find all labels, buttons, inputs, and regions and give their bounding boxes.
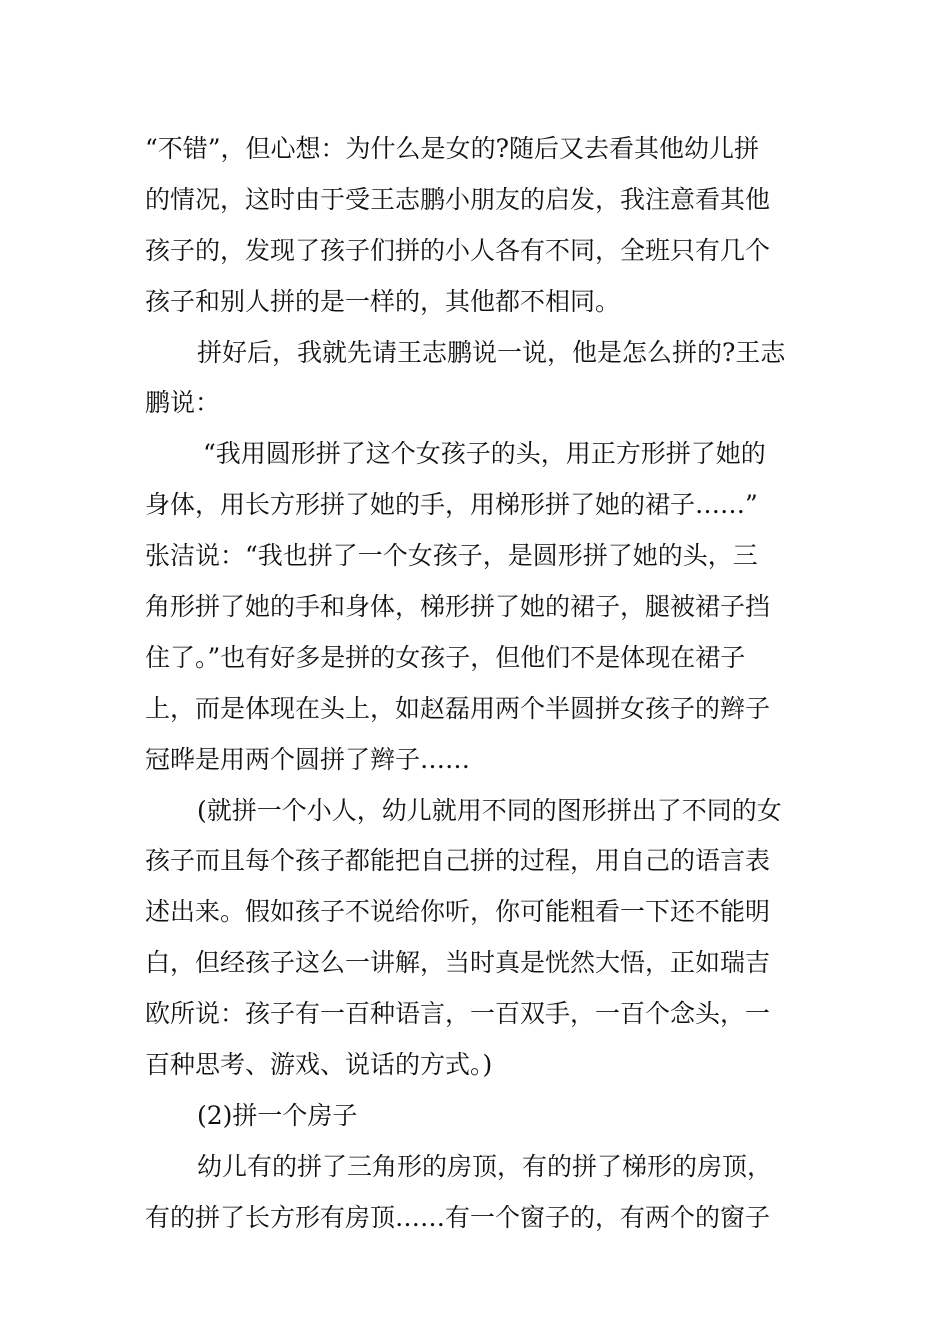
text-line: 角形拼了她的手和身体，梯形拼了她的裙子，腿被裙子挡 [145,592,771,622]
text-line: 幼儿有的拼了三角形的房顶，有的拼了梯形的房顶， [197,1151,773,1181]
text-line: 百种思考、游戏、说话的方式。) [145,1050,493,1080]
text-line: “不错”，但心想：为什么是女的?随后又去看其他幼儿拼 [145,134,759,163]
text-line: 有的拼了长方形有房顶……有一个窗子的，有两个的窗子 [145,1202,771,1232]
text-line: 张洁说：“我也拼了一个女孩子，是圆形拼了她的头，三 [145,541,758,571]
text-line: “我用圆形拼了这个女孩子的头，用正方形拼了她的 [203,439,766,469]
text-line: 孩子和别人拼的是一样的，其他都不相同。 [145,286,621,316]
text-line: (2)拼一个房子 [197,1100,358,1130]
text-line: 的情况，这时由于受王志鹏小朋友的启发，我注意看其他 [145,184,771,214]
text-line: 述出来。假如孩子不说给你听，你可能粗看一下还不能明 [145,897,771,927]
text-line: 身体，用长方形拼了她的手，用梯形拼了她的裙子……” [145,490,758,520]
text-line: 住了。”也有好多是拼的女孩子，但他们不是体现在裙子 [145,642,746,672]
text-line: 白，但经孩子这么一讲解，当时真是恍然大悟，正如瑞吉 [145,948,771,978]
text-line: 鹏说： [145,388,221,418]
text-line: 冠晔是用两个圆拼了辫子…… [145,744,471,774]
text-line: 拼好后，我就先请王志鹏说一说，他是怎么拼的?王志 [197,337,786,367]
text-line: 孩子的，发现了孩子们拼的小人各有不同，全班只有几个 [145,235,771,265]
text-line: (就拼一个小人，幼儿就用不同的图形拼出了不同的女 [197,795,782,825]
text-line: 上，而是体现在头上，如赵磊用两个半圆拼女孩子的辫子 [145,693,771,723]
text-line: 欧所说：孩子有一百种语言，一百双手，一百个念头，一 [145,999,771,1029]
body-text [145,124,807,1244]
text-line: 孩子而且每个孩子都能把自己拼的过程，用自己的语言表 [145,846,771,876]
